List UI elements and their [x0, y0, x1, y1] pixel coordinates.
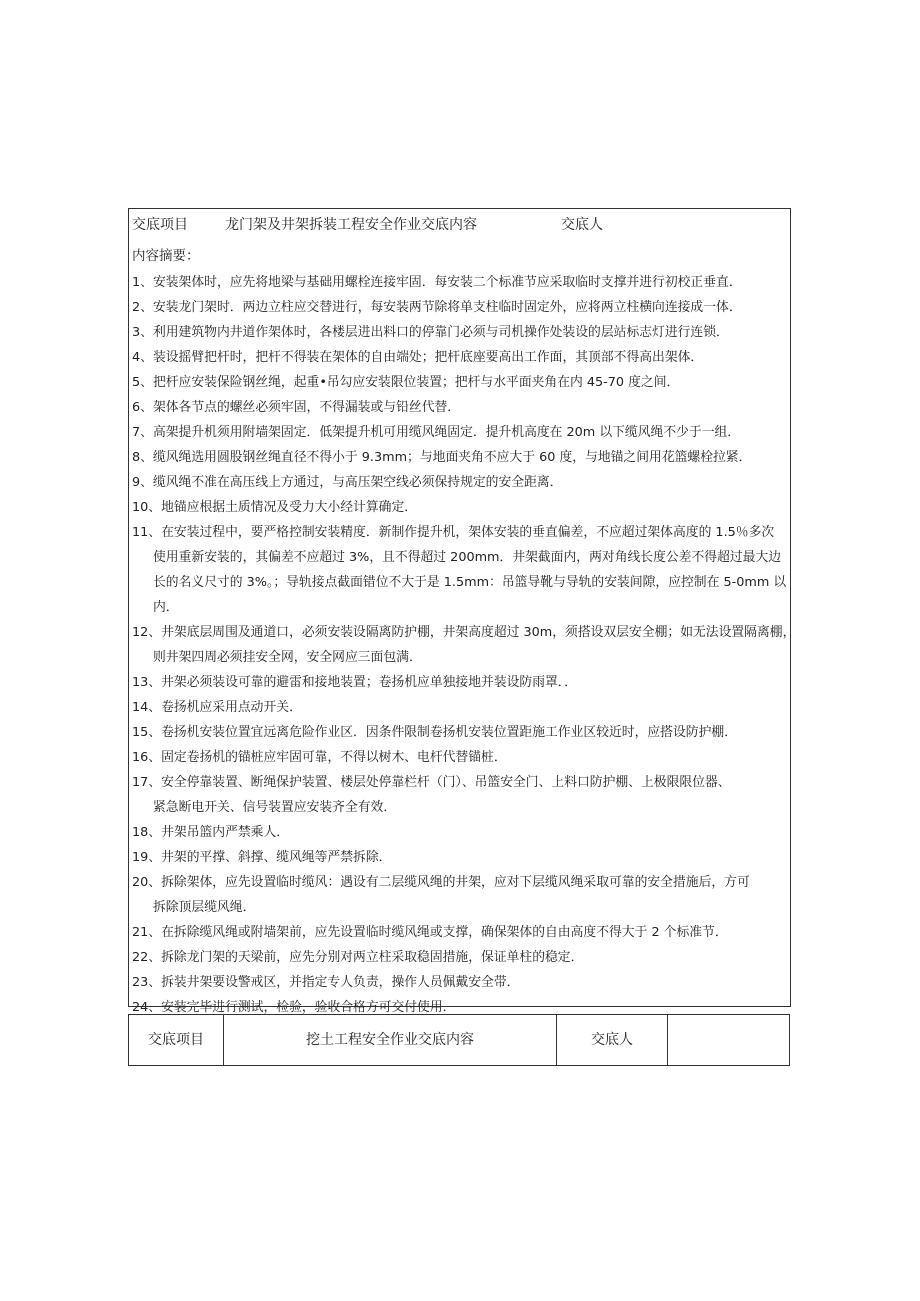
item-text: 装设摇臂把杆时，把杆不得装在架体的自由端处；把杆底座要高出工作面，其顶部不得高出架体． [152, 350, 704, 365]
item-text: 在拆除缆风绳或附墙架前，应先设置临时缆风绳或支撑，确保架体的自由高度不得大于 2 个标准节． [161, 925, 728, 940]
item-text: 安装架体时，应先将地梁与基础用螺栓连接牢固．每安装二个标准节应采取临时支撑并进行初校正垂直． [152, 275, 742, 290]
list-item [132, 870, 787, 920]
item-number: 19、 [132, 850, 162, 865]
list-item [132, 620, 796, 670]
item-text: 利用建筑物内井道作架体时，各楼层进出料口的停靠门必须与司机操作处装设的层站标志灯进行连锁． [152, 325, 729, 340]
list-item [132, 845, 787, 870]
item-text-continued: 内． [153, 600, 179, 615]
safety-briefing-table-excavation [128, 1014, 790, 1066]
list-item [132, 745, 787, 770]
item-text: 安装龙门架时．两边立柱应交替进行，每安装两节除将单支柱临时固定外，应将两立柱横向连接成一体． [152, 300, 742, 315]
safety-briefing-table-lifting-frame [128, 208, 796, 1015]
item-text-continued: 使用重新安装的，其偏差不应超过 3%，且不得超过 200mm．井架截面内，两对角线长度公差不得超过最大边 [153, 550, 782, 565]
item-number: 22、 [132, 950, 162, 965]
briefer-label-2: 交底人 [557, 1015, 668, 1065]
item-text: 卷扬机安装位置宜远离危险作业区．因条件限制卷扬机安装位置距施工作业区较近时，应搭设防护棚． [161, 725, 737, 740]
list-item [132, 720, 787, 745]
list-item [132, 970, 787, 995]
item-text: 拆除架体，应先设置临时缆风：遇设有二层缆风绳的井架，应对下层缆风绳采取可靠的安全措施后，方可 [161, 875, 750, 890]
item-number: 11、 [132, 525, 162, 540]
item-text: 拆装井架要设警戒区，并指定专人负责，操作人员佩戴安全带． [161, 975, 520, 990]
item-number: 1、 [132, 275, 153, 290]
list-item [132, 395, 787, 420]
project-title-2: 挖土工程安全作业交底内容 [224, 1015, 557, 1065]
item-number: 4、 [132, 350, 153, 365]
item-text: 井架的平撑、斜撑、缆风绳等严禁拆除． [161, 850, 392, 865]
project-label: 交底项目 [132, 217, 188, 233]
item-number: 24、 [132, 1000, 162, 1015]
item-number: 3、 [132, 325, 153, 340]
item-number: 14、 [132, 700, 162, 715]
list-item [132, 370, 787, 395]
item-number: 13、 [132, 675, 162, 690]
list-item [132, 820, 787, 845]
item-number: 16、 [132, 750, 162, 765]
list-item [132, 920, 787, 945]
item-number: 6、 [132, 400, 153, 415]
item-text: 固定卷扬机的锚桩应牢固可靠，不得以树木、电杆代替锚桩． [161, 750, 507, 765]
item-text: 缆风绳不准在高压线上方通过，与高压架空线必须保持规定的安全距离． [152, 475, 563, 490]
list-item [132, 695, 787, 720]
item-text-continued: 拆除顶层缆风绳． [153, 900, 256, 915]
item-number: 21、 [132, 925, 162, 940]
item-number: 20、 [132, 875, 162, 890]
list-item [132, 495, 787, 520]
list-item [132, 270, 787, 295]
item-number: 18、 [132, 825, 162, 840]
item-text-continued: 则井架四周必须挂安全网，安全网应三面包满． [153, 650, 422, 665]
list-item [132, 295, 787, 320]
list-item [132, 945, 787, 970]
item-text: 井架吊篮内严禁乘人． [161, 825, 290, 840]
list-item [132, 770, 787, 820]
item-number: 10、 [132, 500, 162, 515]
item-number: 2、 [132, 300, 153, 315]
item-text: 把杆应安装保险钢丝绳，起重•吊勾应安装限位装置；把杆与水平面夹角在内 45-70 度之间． [152, 375, 680, 390]
item-text: 缆风绳选用圆股钢丝绳直径不得小于 9.3mm；与地面夹角不应大于 60 度，与地锚之间用花篮螺栓拉紧． [152, 450, 752, 465]
item-text: 安全停靠装置、断绳保护装置、楼层处停靠栏杆（门）、吊篮安全门、上料口防护棚、上极限限位器、 [161, 775, 731, 790]
item-number: 5、 [132, 375, 153, 390]
briefer-value-2 [668, 1015, 789, 1065]
item-number: 17、 [132, 775, 162, 790]
list-item [132, 520, 787, 620]
item-number: 7、 [132, 425, 153, 440]
content-summary-label: 内容摘要： [132, 248, 200, 264]
list-item [132, 470, 787, 495]
item-text: 井架底层周围及通道口，必须安装设隔离防护棚，井架高度超过 30m，须搭设双层安全棚；如无法设置隔离棚， [161, 625, 796, 640]
item-text: 拆除龙门架的天梁前，应先分别对两立柱采取稳固措施，保证单柱的稳定． [161, 950, 584, 965]
list-item [132, 445, 787, 470]
list-item [132, 670, 787, 695]
item-text: 卷扬机应采用点动开关． [161, 700, 302, 715]
list-item [132, 420, 787, 445]
table-header-row [129, 213, 790, 237]
item-text-continued: 长的名义尺寸的 3%。；导轨接点截面错位不大于是 1.5mm：吊篮导靴与导轨的安装间隙，应控制在 5-0mm 以 [153, 575, 787, 590]
safety-items-list [132, 270, 796, 1020]
item-number: 23、 [132, 975, 162, 990]
item-text: 架体各节点的螺丝必须牢固，不得漏装或与铅丝代替． [152, 400, 461, 415]
item-text: 地锚应根据土质情况及受力大小经计算确定． [161, 500, 418, 515]
item-number: 12、 [132, 625, 162, 640]
item-number: 8、 [132, 450, 153, 465]
project-label-2: 交底项目 [129, 1015, 224, 1065]
item-number: 9、 [132, 475, 153, 490]
item-number: 15、 [132, 725, 162, 740]
item-text: 井架必须装设可靠的避雷和接地装置；卷扬机应单独接地并装设防雨罩．． [161, 675, 577, 690]
item-text-continued: 紧急断电开关、信号装置应安装齐全有效． [153, 800, 397, 815]
project-title: 龙门架及井架拆装工程安全作业交底内容 [225, 217, 477, 233]
list-item [132, 345, 787, 370]
item-text: 高架提升机须用附墙架固定．低架提升机可用缆风绳固定．提升机高度在 20m 以下缆风绳不少于一组． [152, 425, 741, 440]
briefer-label: 交底人 [561, 217, 603, 233]
item-text: 在安装过程中，要严格控制安装精度．新制作提升机，架体安装的垂直偏差，不应超过架体高度的 1.5％多次 [161, 525, 775, 540]
list-item [132, 320, 787, 345]
item-text: 安装完毕进行测试，检验，验收合格方可交付使用． [161, 1000, 456, 1015]
